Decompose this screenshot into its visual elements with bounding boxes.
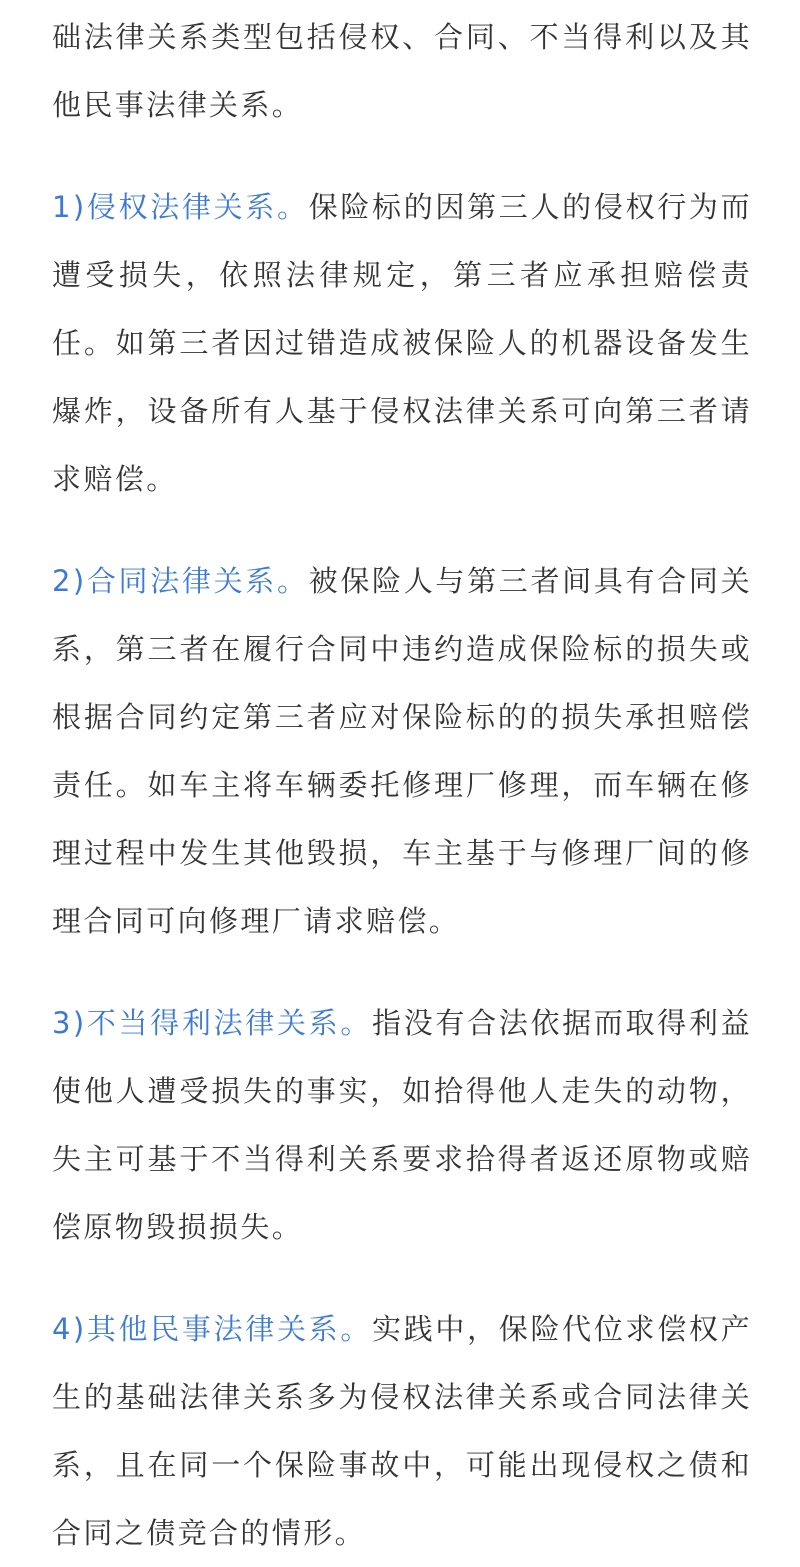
article-body (52, 3, 752, 1567)
intro-paragraph (52, 3, 752, 139)
section-paragraph-tort (52, 173, 752, 513)
section-paragraph-other-civil (52, 1295, 752, 1567)
section-body-tort: 保险标的因第三人的侵权行为而遭受损失，依照法律规定，第三者应承担赔偿责任。如第三者因过错造成被保险人的机器设备发生爆炸，设备所有人基于侵权法律关系可向第三者请求赔偿。 (52, 190, 752, 496)
intro-text: 础法律关系类型包括侵权、合同、不当得利以及其他民事法律关系。 (52, 20, 752, 122)
section-body-unjust-enrichment: 指没有合法依据而取得利益使他人遭受损失的事实，如拾得他人走失的动物，失主可基于不当得利关系要求拾得者返还原物或赔偿原物毁损损失。 (52, 1006, 752, 1244)
section-heading-tort: 1)侵权法律关系。 (52, 190, 309, 224)
section-heading-other-civil: 4)其他民事法律关系。 (52, 1312, 373, 1346)
section-paragraph-unjust-enrichment (52, 989, 752, 1261)
section-paragraph-contract (52, 547, 752, 955)
section-body-other-civil: 实践中，保险代位求偿权产生的基础法律关系多为侵权法律关系或合同法律关系，且在同一个保险事故中，可能出现侵权之债和合同之债竞合的情形。 (52, 1312, 752, 1550)
section-body-contract: 被保险人与第三者间具有合同关系，第三者在履行合同中违约造成保险标的损失或根据合同约定第三者应对保险标的的损失承担赔偿责任。如车主将车辆委托修理厂修理，而车辆在修理过程中发生其他毁损，车主基于与修理厂间的修理合同可向修理厂请求赔偿。 (52, 564, 752, 938)
section-heading-contract: 2)合同法律关系。 (52, 564, 309, 598)
section-heading-unjust-enrichment: 3)不当得利法律关系。 (52, 1006, 373, 1040)
